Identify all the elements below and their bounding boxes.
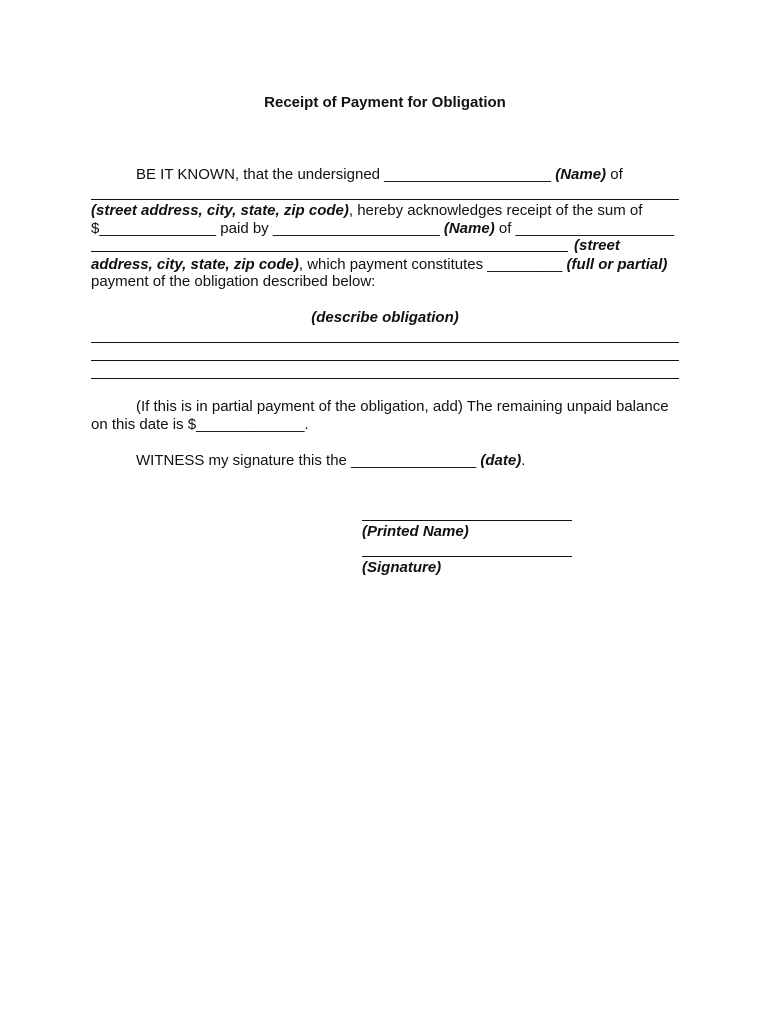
date-label: (date) (480, 452, 522, 469)
partial-line1: (If this is in partial payment of the obligation, add) The remaining unpaid balance (136, 398, 669, 415)
payer-of-text: of ___________________ (498, 220, 675, 237)
printed-name-label: (Printed Name) (362, 523, 469, 540)
para1-line6: payment of the obligation described below: (91, 273, 376, 290)
witness-line (136, 452, 525, 470)
para1-line2 (91, 202, 642, 220)
name-label: (Name) (555, 166, 607, 183)
address-label-2: address, city, state, zip code) (91, 256, 299, 273)
para1-line1 (136, 166, 623, 184)
document-title: Receipt of Payment for Obligation (264, 94, 506, 111)
street-label: (street (574, 237, 620, 254)
obligation-rule-1 (91, 342, 679, 343)
describe-obligation-label: (describe obligation) (311, 309, 459, 326)
witness-text: WITNESS my signature this the _______________ (136, 452, 477, 469)
para1-line5 (91, 256, 667, 274)
payer-name-label: (Name) (443, 220, 495, 237)
obligation-rule-3 (91, 378, 679, 379)
signature-label: (Signature) (362, 559, 442, 576)
acknowledges-text: , hereby acknowledges receipt of the sum of (348, 202, 643, 219)
of-text: of (610, 166, 623, 183)
signature-rule (362, 556, 572, 557)
witness-period: . (521, 452, 526, 469)
sum-paid-by-text: $______________ paid by ____________________ (91, 220, 440, 237)
address-label-1: (street address, city, state, zip code) (91, 202, 349, 219)
para1-intro-text: BE IT KNOWN, that the undersigned ____________________ (136, 166, 552, 183)
printed-name-rule (362, 520, 572, 521)
partial-line2: on this date is $_____________. (91, 416, 309, 433)
para1-line3 (91, 220, 674, 238)
address-rule-2 (91, 251, 568, 252)
payment-constitutes-text: , which payment constitutes _________ (298, 256, 563, 273)
address-rule-1 (91, 199, 679, 200)
obligation-rule-2 (91, 360, 679, 361)
full-or-partial-label: (full or partial) (566, 256, 668, 273)
